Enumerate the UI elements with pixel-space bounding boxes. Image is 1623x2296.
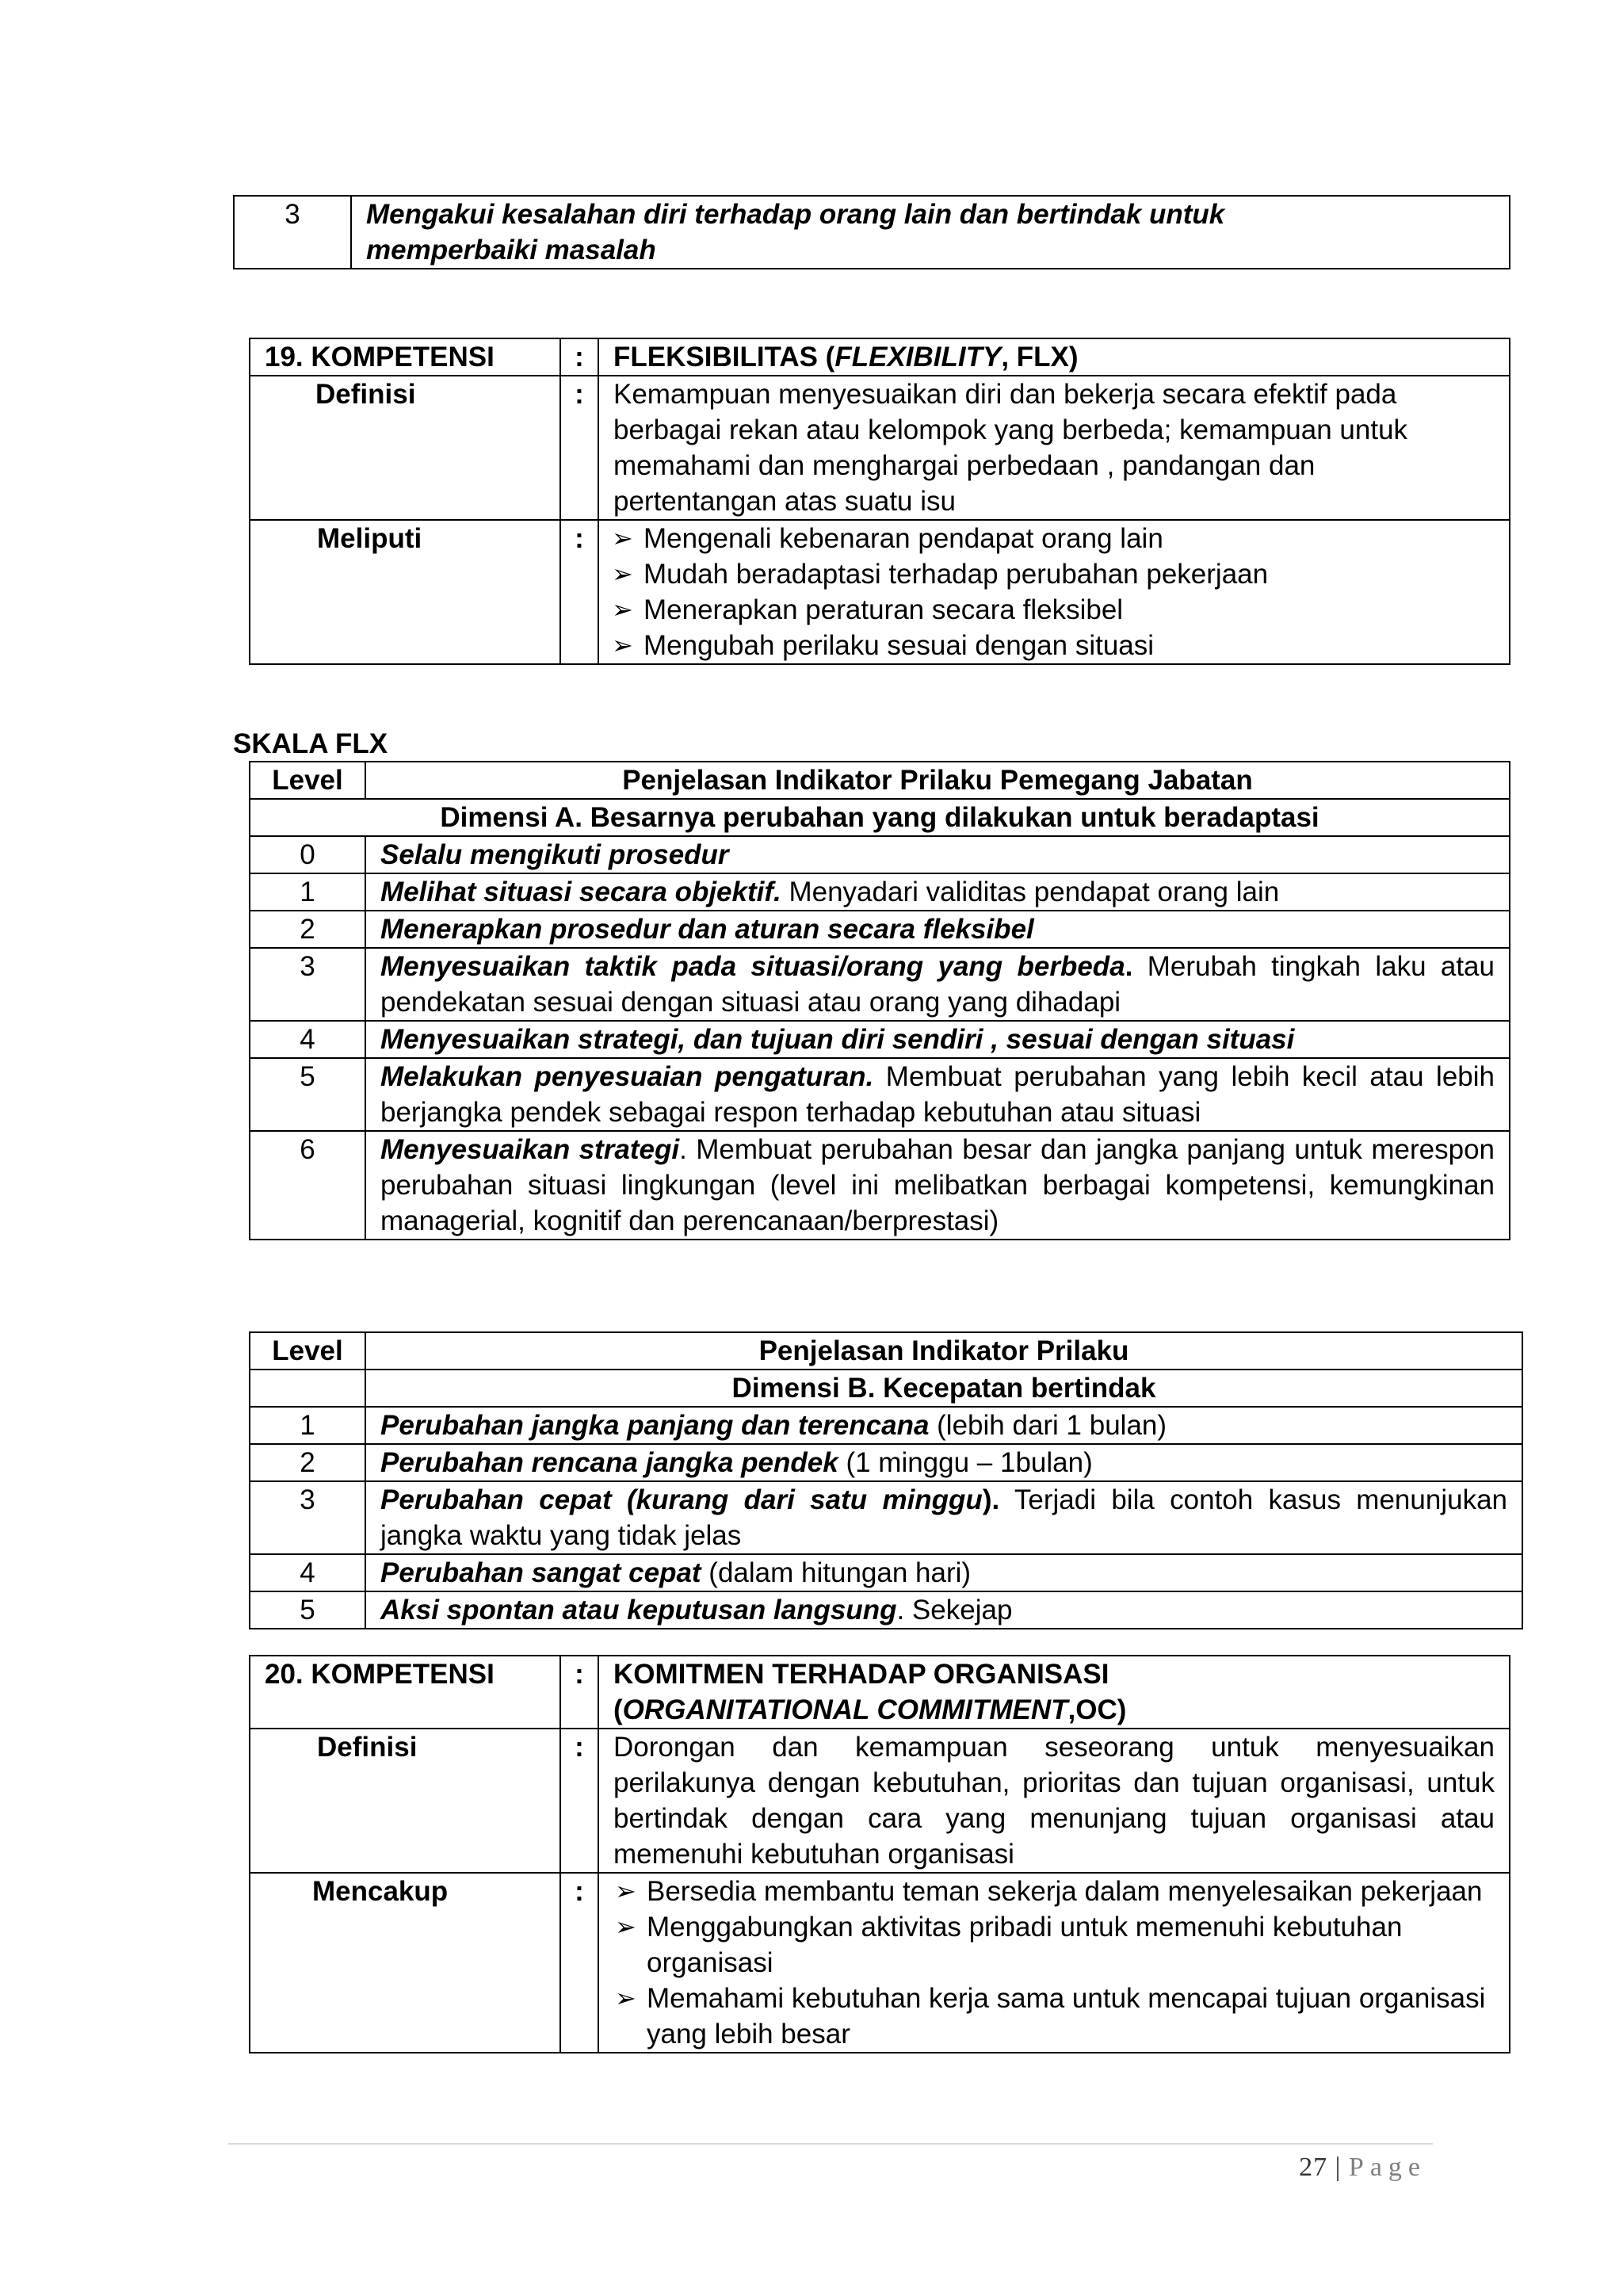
table-header-row — [250, 1332, 1522, 1370]
description-header: Penjelasan Indikator Prilaku Pemegang Jabatan — [365, 762, 1510, 799]
list-item: ➢ Mudah beradaptasi terhadap perubahan pekerjaan — [599, 556, 1509, 592]
description-cell — [365, 1021, 1510, 1058]
table-row — [250, 338, 1510, 376]
mencakup-list — [599, 1874, 1493, 2052]
dimension-title: Dimensi B. Kecepatan bertindak — [365, 1370, 1522, 1407]
competency-19-table — [249, 338, 1510, 665]
skala-dimensi-a-table — [249, 761, 1510, 1240]
meliputi-list-cell — [598, 520, 1510, 664]
indicator-punct: ). — [982, 1484, 1000, 1515]
table-row — [250, 1481, 1522, 1554]
competency-20-table — [249, 1655, 1510, 2053]
competency-title — [598, 338, 1510, 376]
table-row — [234, 196, 1510, 269]
indicator-text: Membuat perubahan yang lebih kecil atau lebih berjangka pendek sebagai respon terhadap kebutuhan atau situasi — [380, 1061, 1495, 1128]
description-cell — [365, 1554, 1522, 1591]
meliputi-label: Meliputi — [250, 520, 560, 664]
level-cell: 4 — [250, 1021, 365, 1058]
level-header: Level — [250, 1332, 365, 1370]
page-number: 27 — [1299, 2153, 1328, 2182]
meliputi-list — [599, 521, 1509, 663]
title-open: ( — [613, 1694, 623, 1725]
indicator-bold: Menyesuaikan taktik pada situasi/orang yang berbeda — [380, 951, 1125, 982]
level-cell: 1 — [250, 1407, 365, 1444]
colon: : — [560, 520, 598, 664]
table-row — [250, 1021, 1510, 1058]
level-cell: 5 — [250, 1058, 365, 1131]
colon: : — [560, 376, 598, 520]
table-row — [250, 1407, 1522, 1444]
indicator-bold: Perubahan rencana jangka pendek — [380, 1447, 838, 1478]
list-item: ➢ Menerapkan peraturan secara fleksibel — [599, 592, 1509, 628]
table-row — [250, 1554, 1522, 1591]
table-row — [250, 1058, 1510, 1131]
competency-title — [598, 1656, 1510, 1729]
indicator-text: (dalam hitungan hari) — [701, 1557, 972, 1588]
title-suffix: , FLX) — [1001, 342, 1079, 372]
colon: : — [560, 338, 598, 376]
title-italic: ORGANITATIONAL COMMITMENT — [622, 1694, 1068, 1725]
top-continuation-table — [233, 195, 1510, 269]
description-cell — [365, 948, 1510, 1021]
list-item: ➢ Bersedia membantu teman sekerja dalam menyelesaikan pekerjaan — [602, 1874, 1493, 1909]
indicator-punct: . — [1125, 951, 1133, 982]
page-label: Page — [1348, 2153, 1426, 2182]
indicator-text: . Membuat perubahan besar dan jangka panjang untuk merespon perubahan situasi lingkungan (level ini melibatkan berbagai kompetensi, kemungkinan managerial, kognitif dan perencanaan/berprestasi) — [380, 1134, 1495, 1236]
list-item: ➢ Memahami kebutuhan kerja sama untuk mencapai tujuan organisasi yang lebih besar — [602, 1981, 1493, 2052]
description-cell — [365, 1481, 1522, 1554]
footer-separator: | — [1335, 2153, 1342, 2182]
page-footer — [1299, 2149, 1426, 2185]
level-cell: 6 — [250, 1131, 365, 1240]
indicator-text: Menyadari validitas pendapat orang lain — [781, 877, 1280, 907]
title-line-1: KOMITMEN TERHADAP ORGANISASI — [613, 1659, 1109, 1690]
level-cell: 3 — [234, 196, 351, 269]
description-cell: Mengakui kesalahan diri terhadap orang lain dan bertindak untuk memperbaiki masalah — [351, 196, 1510, 269]
mencakup-label: Mencakup — [250, 1873, 560, 2053]
title-close: ,OC) — [1067, 1694, 1127, 1725]
competency-number-label: 20. KOMPETENSI — [250, 1656, 560, 1729]
definisi-text: Dorongan dan kemampuan seseorang untuk menyesuaikan perilakunya dengan kebutuhan, prioritas dan tujuan organisasi, untuk bertindak dengan cara yang menunjang tujuan organisasi atau memenuhi kebutuhan organisasi — [598, 1729, 1510, 1873]
indicator-bold: Melihat situasi secara objektif. — [380, 877, 781, 907]
indicator-text: (1 minggu – 1bulan) — [838, 1447, 1093, 1478]
description-header: Penjelasan Indikator Prilaku — [365, 1332, 1522, 1370]
level-cell: 2 — [250, 911, 365, 948]
title-italic: FLEXIBILITY — [834, 342, 1002, 372]
skala-dimensi-b-table — [249, 1331, 1523, 1629]
indicator-text: . Sekejap — [896, 1595, 1013, 1626]
indicator-text: Terjadi bila contoh kasus menunjukan jangka waktu yang tidak jelas — [380, 1484, 1507, 1551]
indicator-bold: Menerapkan prosedur dan aturan secara fleksibel — [380, 914, 1034, 945]
dimension-row — [250, 799, 1510, 836]
indicator-bold: Perubahan sangat cepat — [380, 1557, 701, 1588]
indicator-text: (lebih dari 1 bulan) — [929, 1410, 1167, 1441]
mencakup-list-cell — [598, 1873, 1510, 2053]
level-cell: 3 — [250, 1481, 365, 1554]
list-item: ➢ Mengubah perilaku sesuai dengan situasi — [599, 628, 1509, 663]
level-cell: 3 — [250, 948, 365, 1021]
competency-number-label: 19. KOMPETENSI — [250, 338, 560, 376]
level-cell: 0 — [250, 836, 365, 873]
level-header: Level — [250, 762, 365, 799]
description-cell — [365, 836, 1510, 873]
description-cell — [365, 1407, 1522, 1444]
description-cell — [365, 911, 1510, 948]
indicator-text: Merubah tingkah laku atau pendekatan sesuai dengan situasi atau orang yang dihadapi — [380, 951, 1495, 1018]
level-cell: 5 — [250, 1591, 365, 1629]
table-row — [250, 520, 1510, 664]
colon: : — [560, 1729, 598, 1873]
indicator-bold: Perubahan cepat (kurang dari satu minggu — [380, 1484, 983, 1515]
title-prefix: FLEKSIBILITAS ( — [613, 342, 835, 372]
empty-cell — [250, 1370, 365, 1407]
table-header-row — [250, 762, 1510, 799]
level-cell: 1 — [250, 873, 365, 911]
level-cell: 4 — [250, 1554, 365, 1591]
indicator-bold: Menyesuaikan strategi, dan tujuan diri sendiri , sesuai dengan situasi — [380, 1024, 1295, 1055]
indicator-bold: Aksi spontan atau keputusan langsung — [380, 1595, 897, 1626]
description-cell — [365, 1444, 1522, 1481]
indicator-bold: Selalu mengikuti prosedur — [380, 839, 729, 870]
indicator-bold: Perubahan jangka panjang dan terencana — [380, 1410, 930, 1441]
table-row — [250, 1591, 1522, 1629]
skala-heading: SKALA FLX — [233, 728, 388, 759]
list-item: ➢ Menggabungkan aktivitas pribadi untuk memenuhi kebutuhan organisasi — [602, 1909, 1493, 1981]
list-item: ➢ Mengenali kebenaran pendapat orang lain — [599, 521, 1509, 556]
indicator-bold: Menyesuaikan strategi — [380, 1134, 680, 1165]
description-cell — [365, 873, 1510, 911]
table-row — [250, 376, 1510, 520]
table-row — [250, 948, 1510, 1021]
definisi-label: Definisi — [250, 1729, 560, 1873]
table-row — [250, 911, 1510, 948]
table-row — [250, 1656, 1510, 1729]
indicator-bold: Melakukan penyesuaian pengaturan. — [380, 1061, 874, 1092]
table-row — [250, 1729, 1510, 1873]
dimension-title: Dimensi A. Besarnya perubahan yang dilakukan untuk beradaptasi — [250, 799, 1510, 836]
colon: : — [560, 1873, 598, 2053]
definisi-label: Definisi — [250, 376, 560, 520]
colon: : — [560, 1656, 598, 1729]
description-cell — [365, 1058, 1510, 1131]
title-line-2 — [613, 1692, 1509, 1728]
dimension-row — [250, 1370, 1522, 1407]
table-row — [250, 1873, 1510, 2053]
table-row — [250, 836, 1510, 873]
footer-divider — [228, 2143, 1433, 2145]
table-row — [250, 1131, 1510, 1240]
description-cell — [365, 1591, 1522, 1629]
table-row — [250, 873, 1510, 911]
table-row — [250, 1444, 1522, 1481]
description-cell — [365, 1131, 1510, 1240]
level-cell: 2 — [250, 1444, 365, 1481]
definisi-text: Kemampuan menyesuaikan diri dan bekerja secara efektif pada berbagai rekan atau kelompok yang berbeda; kemampuan untuk memahami dan menghargai perbedaan , pandangan dan pertentangan atas suatu isu — [598, 376, 1510, 520]
